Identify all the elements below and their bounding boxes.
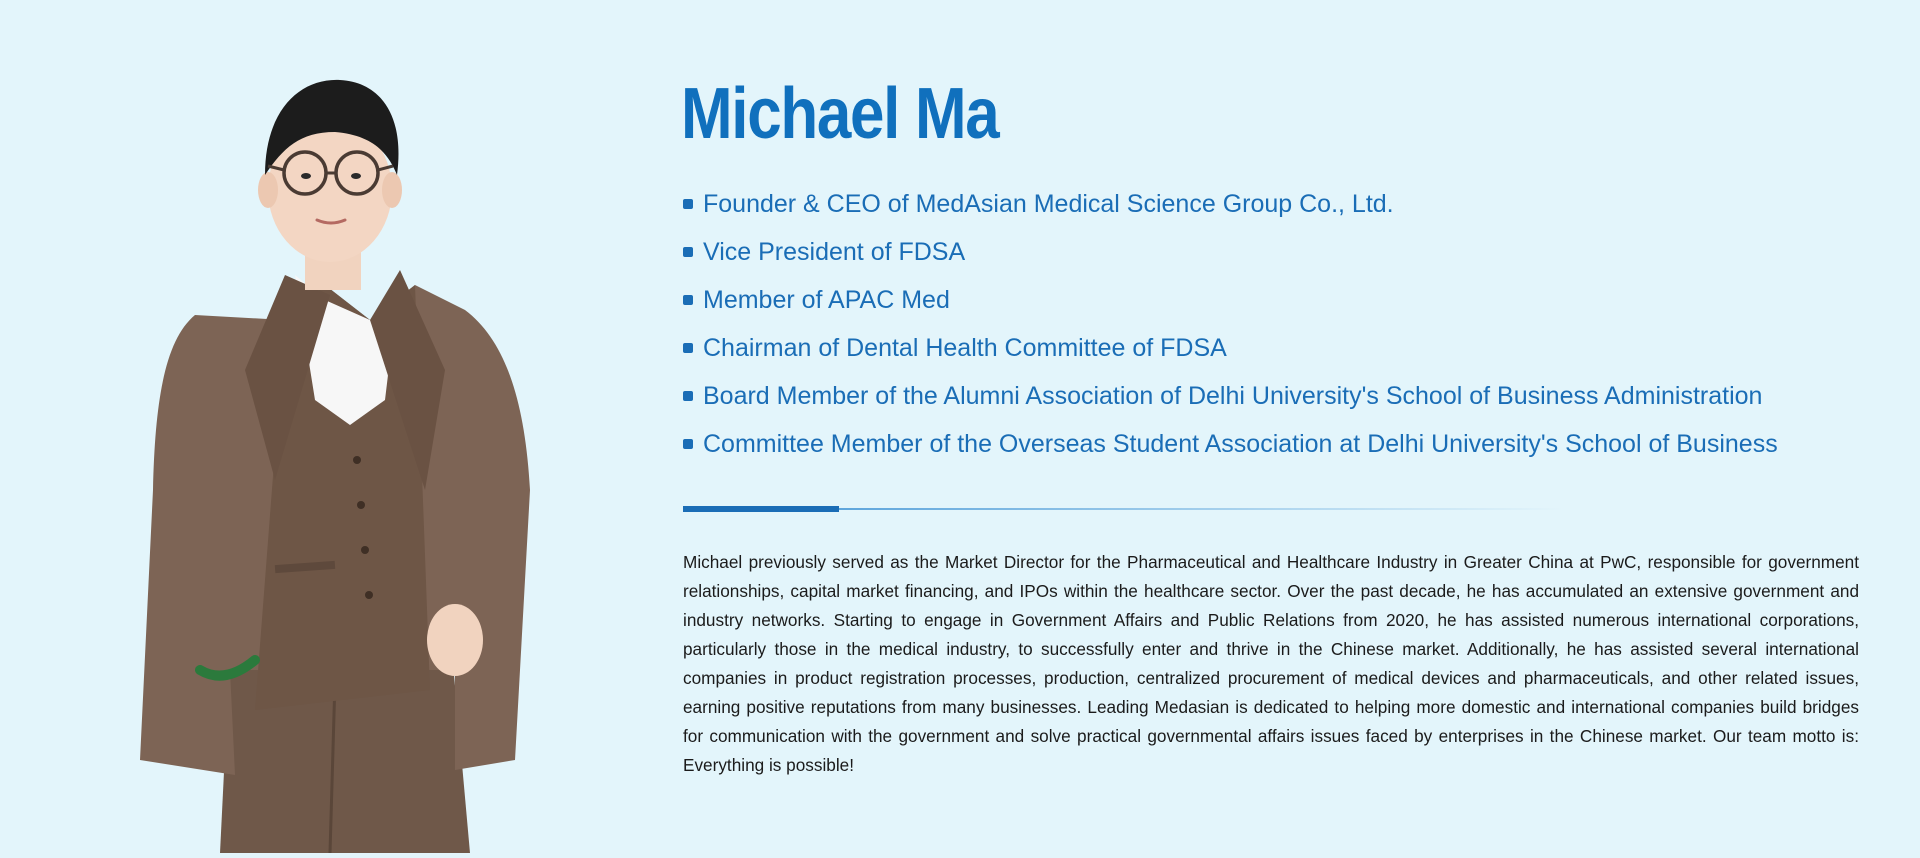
role-label: Founder & CEO of MedAsian Medical Science Group Co., Ltd.	[703, 189, 1394, 218]
role-label: Committee Member of the Overseas Student Association at Delhi University's School of Business	[703, 429, 1778, 458]
profile-name: Michael Ma	[681, 74, 999, 154]
square-bullet-icon	[683, 343, 693, 353]
role-label: Member of APAC Med	[703, 285, 950, 314]
square-bullet-icon	[683, 391, 693, 401]
square-bullet-icon	[683, 247, 693, 257]
role-item	[683, 276, 1861, 324]
square-bullet-icon	[683, 439, 693, 449]
role-item	[683, 228, 1861, 276]
divider-line	[839, 508, 1563, 510]
profile-bio: Michael previously served as the Market Director for the Pharmaceutical and Healthcare Industry in Greater China at PwC, responsible for government relationships, capital market financing, and IPOs within the healthcare sector. Over the past decade, he has accumulated an extensive government and industry networks. Starting to engage in Government Affairs and Public Relations from 2020, he has assisted numerous international corporations, particularly those in the medical industry, to successfully enter and thrive in the Chinese market. Additionally, he has assisted several international companies in product registration processes, production, centralized procurement of medical devices and pharmaceuticals, and other related issues, earning positive reputations from many businesses. Leading Medasian is dedicated to helping more domestic and international companies build bridges for communication with the government and solve practical governmental affairs issues faced by enterprises in the Chinese market. Our team motto is: Everything is possible!	[683, 552, 1859, 775]
role-item	[683, 420, 1861, 468]
role-item	[683, 372, 1861, 420]
divider-accent	[683, 506, 839, 512]
person-illustration	[125, 70, 545, 853]
role-label: Chairman of Dental Health Committee of FDSA	[703, 333, 1227, 362]
profile-content	[681, 74, 1861, 780]
role-item	[683, 324, 1861, 372]
role-item	[683, 180, 1861, 228]
square-bullet-icon	[683, 295, 693, 305]
role-label: Vice President of FDSA	[703, 237, 966, 266]
square-bullet-icon	[683, 199, 693, 209]
roles-list	[683, 180, 1861, 468]
profile-photo	[125, 70, 545, 853]
role-label: Board Member of the Alumni Association of Delhi University's School of Business Administration	[703, 381, 1763, 410]
section-divider	[683, 506, 1563, 512]
